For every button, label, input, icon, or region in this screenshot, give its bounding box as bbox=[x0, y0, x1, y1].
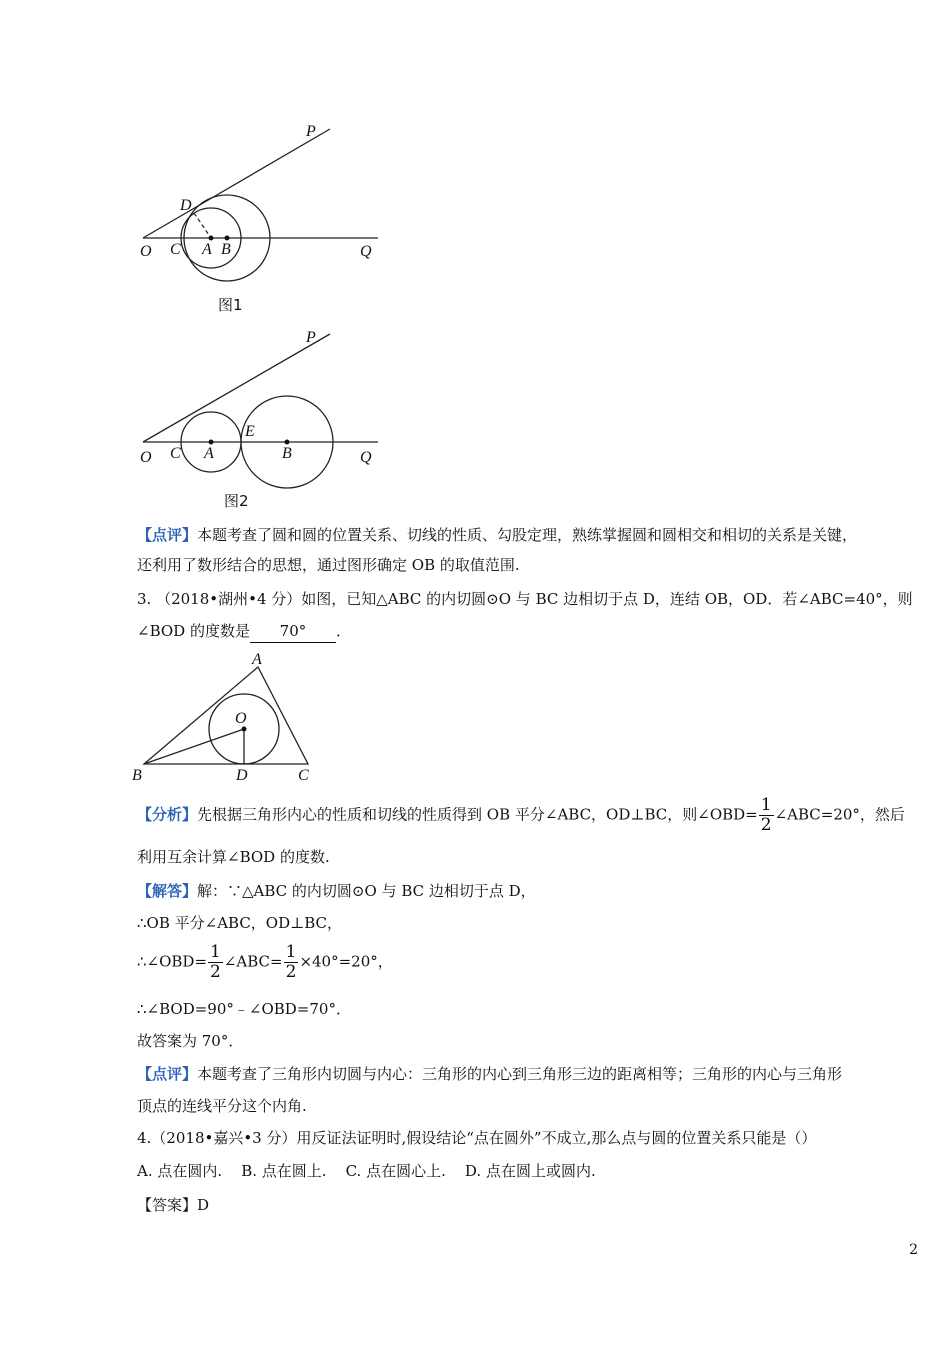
question-4-options: A. 点在圆内. B. 点在圆上. C. 点在圆心上. D. 点在圆上或圆内. bbox=[137, 1162, 596, 1180]
review-1-tag: 【点评】 bbox=[137, 526, 198, 544]
label-q: Q bbox=[360, 449, 372, 466]
label-p: P bbox=[306, 123, 316, 140]
analysis-line-2: 利用互余计算∠BOD 的度数. bbox=[137, 848, 330, 866]
label-c: C bbox=[170, 241, 181, 258]
analysis-tag: 【分析】 bbox=[137, 805, 198, 824]
figure-1-caption: 图1 bbox=[218, 296, 243, 314]
fraction-one-half: $\frac{1}{2}$ bbox=[285, 942, 297, 982]
page-number: 2 bbox=[909, 1242, 918, 1258]
solution-line-3: ∴∠OBD= $\frac{1}{2}$ ∠ABC= $\frac{1}{2}$ ×40°=20°， bbox=[137, 942, 393, 982]
label-b: B bbox=[132, 767, 142, 784]
figure-2 bbox=[130, 326, 390, 516]
label-c: C bbox=[298, 767, 309, 784]
fraction-one-half: $\frac{1}{2}$ bbox=[760, 795, 772, 835]
label-e: E bbox=[245, 423, 255, 440]
solution-line-5: 故答案为 70°． bbox=[137, 1032, 244, 1050]
review-2-tag: 【点评】 bbox=[137, 1065, 198, 1083]
label-o: O bbox=[235, 710, 247, 727]
review-1-text: 本题考查了圆和圆的位置关系、切线的性质、勾股定理，熟练掌握圆和圆相交和相切的关系是关键， bbox=[197, 526, 858, 544]
label-o: O bbox=[140, 243, 152, 260]
figure-2-diagram bbox=[130, 326, 390, 516]
solution-line-4: ∴∠BOD=90°﹣∠OBD=70°． bbox=[137, 1000, 351, 1018]
review-2-line-1: 【点评】本题考查了三角形内切圆与内心：三角形的内心到三角形三边的距离相等；三角形的内心与三角形 bbox=[137, 1065, 843, 1083]
solution-line-2: ∴OB 平分∠ABC，OD⊥BC， bbox=[137, 914, 343, 932]
label-d: D bbox=[236, 767, 248, 784]
question-4-answer: 【答案】D bbox=[137, 1196, 210, 1214]
label-p: P bbox=[306, 329, 316, 346]
question-3-line-2: ∠BOD 的度数是 70° ． bbox=[137, 620, 351, 643]
figure-1-diagram bbox=[130, 118, 390, 318]
solution-line-1: 【解答】解：∵△ABC 的内切圆⊙O 与 BC 边相切于点 D， bbox=[137, 882, 536, 900]
label-a: A bbox=[202, 241, 212, 258]
figure-3 bbox=[128, 646, 328, 786]
label-d: D bbox=[180, 197, 192, 214]
solution-tag: 【解答】 bbox=[137, 882, 198, 900]
label-q: Q bbox=[360, 243, 372, 260]
answer-tag: 【答案】 bbox=[137, 1196, 198, 1214]
review-1-line-2: 还利用了数形结合的思想，通过图形确定 OB 的取值范围. bbox=[137, 556, 520, 574]
analysis-line-1: 【分析】先根据三角形内心的性质和切线的性质得到 OB 平分∠ABC，OD⊥BC，则∠OBD= $\frac{1}{2}$ ∠ABC=20°，然后 bbox=[137, 795, 905, 835]
label-c: C bbox=[170, 445, 181, 462]
label-b: B bbox=[221, 241, 231, 258]
question-3-line-1: 3. （2018•湖州•4 分）如图，已知△ABC 的内切圆⊙O 与 BC 边相切于点 D，连结 OB，OD．若∠ABC=40°，则 bbox=[137, 590, 913, 608]
label-o: O bbox=[140, 449, 152, 466]
figure-3-diagram bbox=[128, 646, 328, 786]
review-1-line-1 bbox=[137, 524, 857, 546]
review-2-line-2: 顶点的连线平分这个内角. bbox=[137, 1097, 307, 1115]
label-b: B bbox=[282, 445, 292, 462]
fraction-one-half: $\frac{1}{2}$ bbox=[210, 942, 221, 982]
figure-2-caption: 图2 bbox=[224, 492, 249, 510]
question-4-line-1: 4.（2018•嘉兴•3 分）用反证法证明时,假设结论“点在圆外”不成立,那么点与圆的位置关系只能是（） bbox=[137, 1129, 817, 1147]
figure-1 bbox=[130, 118, 390, 318]
label-a: A bbox=[252, 651, 262, 668]
question-3-answer-blank: 70° bbox=[250, 620, 336, 643]
label-a: A bbox=[204, 445, 214, 462]
